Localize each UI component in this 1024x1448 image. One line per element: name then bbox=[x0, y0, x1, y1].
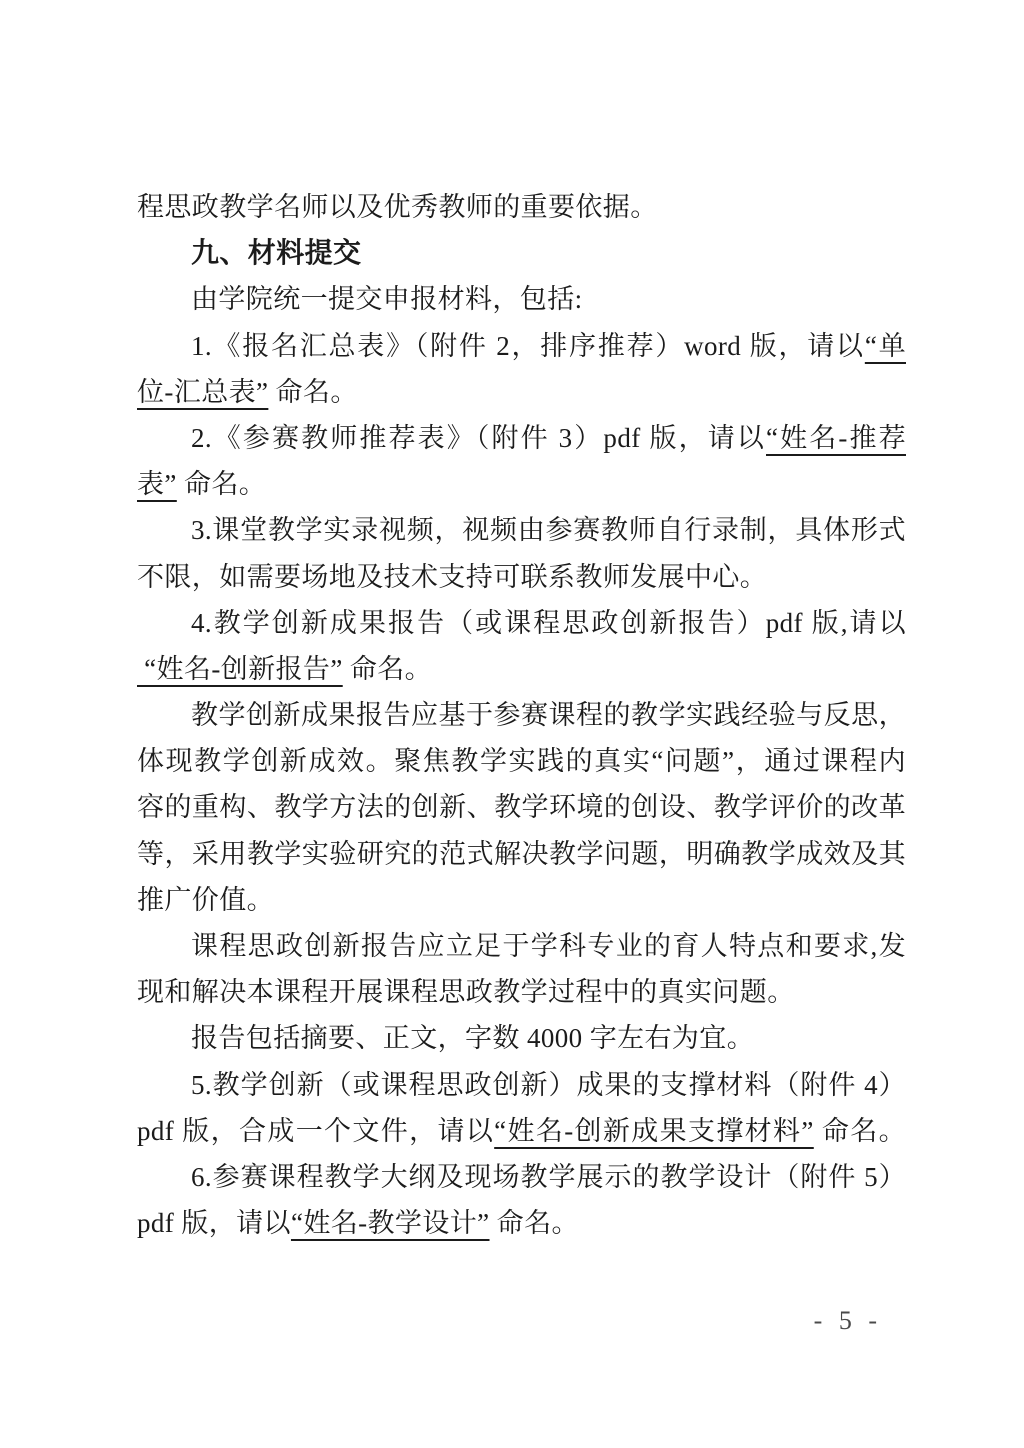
text-line bbox=[137, 969, 906, 1015]
text-segment: 命名。 bbox=[813, 1115, 906, 1146]
text-line bbox=[137, 369, 906, 415]
text-line bbox=[137, 1108, 906, 1154]
text-line bbox=[137, 1200, 906, 1246]
text-segment: 命名。 bbox=[489, 1208, 579, 1239]
underlined-filename: 表” bbox=[137, 469, 177, 500]
text-segment: 体现教学创新成效。聚焦教学实践的真实“问题”，通过课程内 bbox=[137, 746, 906, 777]
text-segment: 4.教学创新成果报告（或课程思政创新报告）pdf 版,请以 bbox=[191, 607, 906, 638]
text-line bbox=[137, 323, 906, 369]
text-segment: 报告包括摘要、正文，字数 4000 字左右为宜。 bbox=[191, 1023, 755, 1054]
text-line bbox=[137, 554, 906, 600]
text-segment: pdf 版，请以 bbox=[137, 1208, 291, 1239]
page-number: - 5 - bbox=[813, 1306, 882, 1335]
text-segment: 5.教学创新（或课程思政创新）成果的支撑材料（附件 4） bbox=[191, 1069, 906, 1100]
text-segment: 3.课堂教学实录视频，视频由参赛教师自行录制，具体形式 bbox=[191, 515, 906, 546]
text-segment: 等，采用教学实验研究的范式解决教学问题，明确教学成效及其 bbox=[137, 838, 906, 869]
text-line bbox=[137, 923, 906, 969]
text-line bbox=[137, 784, 906, 830]
text-segment: 推广价值。 bbox=[137, 884, 274, 915]
text-line bbox=[137, 415, 906, 461]
text-line bbox=[137, 1154, 906, 1200]
text-line bbox=[137, 831, 906, 877]
text-line bbox=[137, 184, 906, 230]
text-segment: 命名。 bbox=[176, 469, 267, 500]
text-segment: 命名。 bbox=[268, 376, 358, 407]
underlined-filename: 位-汇总表” bbox=[137, 376, 269, 407]
text-segment: 程思政教学名师以及优秀教师的重要依据。 bbox=[137, 192, 658, 222]
text-segment: pdf 版，合成一个文件，请以 bbox=[137, 1115, 495, 1146]
text-line bbox=[137, 1015, 906, 1061]
text-segment: 由学院统一提交申报材料，包括: bbox=[191, 284, 583, 315]
text-segment: 不限，如需要场地及技术支持可联系教师发展中心。 bbox=[137, 561, 768, 592]
text-line bbox=[137, 877, 906, 923]
text-line bbox=[137, 461, 906, 507]
text-line bbox=[137, 600, 906, 646]
text-line bbox=[137, 646, 906, 692]
document-body bbox=[137, 184, 906, 1246]
text-segment: 1.《报名汇总表》（附件 2，排序推荐）word 版，请以 bbox=[191, 330, 865, 361]
underlined-filename: “姓名-创新成果支撑材料” bbox=[494, 1115, 814, 1146]
text-segment: 6.参赛课程教学大纲及现场教学展示的教学设计（附件 5） bbox=[191, 1161, 906, 1192]
text-segment: 课程思政创新报告应立足于学科专业的育人特点和要求,发 bbox=[191, 931, 906, 961]
section-heading bbox=[137, 230, 906, 276]
text-line bbox=[137, 692, 906, 738]
text-segment: 2.《参赛教师推荐表》（附件 3）pdf 版，请以 bbox=[191, 422, 766, 453]
text-segment: 命名。 bbox=[342, 653, 433, 684]
text-segment: 九、材料提交 bbox=[191, 237, 362, 269]
text-line bbox=[137, 276, 906, 322]
text-line bbox=[137, 1062, 906, 1108]
underlined-filename: “姓名-创新报告” bbox=[137, 653, 343, 684]
text-segment: 教学创新成果报告应基于参赛课程的教学实践经验与反思， bbox=[191, 700, 906, 731]
text-line bbox=[137, 738, 906, 784]
text-segment: 现和解决本课程开展课程思政教学过程中的真实问题。 bbox=[137, 977, 795, 1008]
underlined-filename: “姓名-教学设计” bbox=[290, 1208, 490, 1239]
text-line bbox=[137, 507, 906, 553]
underlined-filename: “姓名-推荐 bbox=[766, 422, 906, 453]
text-segment: 容的重构、教学方法的创新、教学环境的创设、教学评价的改革 bbox=[137, 792, 906, 823]
underlined-filename: “单 bbox=[864, 330, 906, 361]
